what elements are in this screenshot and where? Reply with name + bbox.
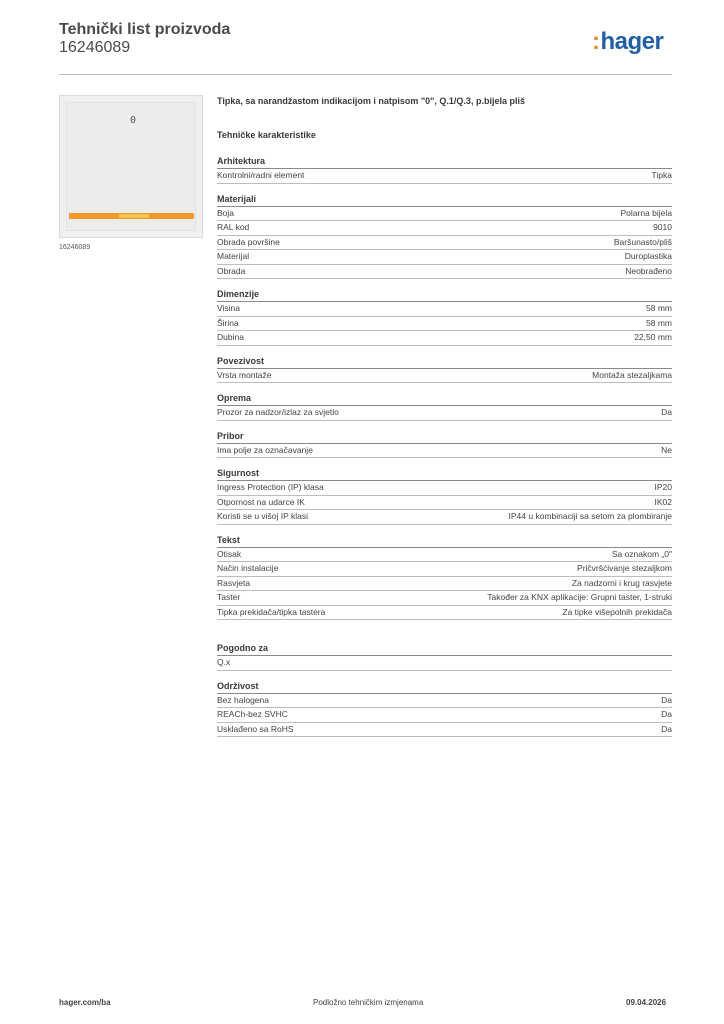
section-title: Arhitektura	[217, 155, 672, 169]
spec-label: Dubina	[217, 332, 244, 342]
spec-row	[217, 577, 672, 592]
spec-value: IP44 u kombinaciji sa setom za plombiranje	[508, 511, 672, 521]
spec-label: Vrsta montaže	[217, 369, 272, 380]
spec-row	[217, 708, 672, 723]
spec-row	[217, 221, 672, 236]
spec-value: Za tipke višepolnih prekidača	[562, 606, 672, 617]
spec-value: Da	[661, 407, 672, 417]
spec-value: Montaža stezaljkama	[592, 369, 672, 380]
spec-label: Visina	[217, 303, 240, 313]
spec-row	[217, 444, 672, 459]
spec-section	[217, 430, 672, 459]
section-title: Povezivost	[217, 355, 672, 369]
spec-row	[217, 207, 672, 222]
spec-row	[217, 510, 672, 525]
spec-section	[217, 680, 672, 738]
image-caption: 16246089	[59, 244, 91, 251]
section-title: Oprema	[217, 392, 672, 406]
spec-value: 58 mm	[646, 303, 672, 313]
spec-label: Q.x	[217, 657, 231, 667]
spec-sections	[217, 155, 672, 737]
spec-row	[217, 606, 672, 621]
spec-label: RAL kod	[217, 222, 250, 232]
footer-note: Podložno tehničkim izmjenama	[313, 998, 424, 1007]
spec-label: Način instalacije	[217, 563, 279, 573]
spec-label: Materijal	[217, 251, 250, 261]
section-title: Pribor	[217, 430, 672, 444]
spec-row	[217, 694, 672, 709]
characteristics-heading: Tehničke karakteristike	[217, 130, 316, 140]
spec-value: Da	[661, 723, 672, 734]
spec-row	[217, 591, 672, 606]
section-title: Materijali	[217, 193, 672, 207]
spec-label: Bez halogena	[217, 694, 269, 705]
spec-value: IP20	[654, 482, 672, 492]
spec-label: Kontrolni/radni element	[217, 170, 305, 180]
spec-label: Tipka prekidača/tipka tastera	[217, 606, 326, 617]
spec-section	[217, 288, 672, 346]
spec-value: Također za KNX aplikacije: Grupni taster, 1-struki	[487, 592, 672, 602]
spec-row	[217, 236, 672, 251]
spec-row	[217, 302, 672, 317]
spec-section	[217, 467, 672, 525]
spec-section	[217, 392, 672, 421]
page-title: Tehnički list proizvoda	[59, 21, 231, 38]
product-image	[59, 95, 203, 238]
spec-value: Duroplastika	[624, 251, 672, 261]
footer-date: 09.04.2026	[626, 998, 667, 1007]
spec-label: Obrada površine	[217, 236, 280, 247]
orange-indicator-strip	[69, 213, 194, 219]
spec-value: 58 mm	[646, 317, 672, 328]
product-code: 16246089	[59, 39, 131, 56]
section-title: Održivost	[217, 680, 672, 694]
logo-text: hager	[600, 28, 664, 55]
footer-website[interactable]: hager.com/ba	[59, 998, 111, 1007]
spec-value: IK02	[654, 496, 672, 507]
spec-row	[217, 331, 672, 346]
spec-row	[217, 496, 672, 511]
spec-row	[217, 562, 672, 577]
spec-section	[217, 355, 672, 384]
switch-marking: 0	[130, 115, 137, 126]
section-title: Pogodno za	[217, 642, 672, 656]
spec-row	[217, 406, 672, 421]
spec-section	[217, 155, 672, 184]
section-title: Tekst	[217, 534, 672, 548]
spec-section	[217, 193, 672, 280]
product-title: Tipka, sa narandžastom indikacijom i natpisom "0", Q.1/Q.3, p.bijela pliš	[217, 96, 525, 106]
spec-value: Da	[661, 694, 672, 705]
spec-row	[217, 656, 672, 671]
spec-label: Otpornost na udarce IK	[217, 496, 305, 507]
section-title: Dimenzije	[217, 288, 672, 302]
spec-label: Ingress Protection (IP) klasa	[217, 482, 324, 492]
spec-row	[217, 369, 672, 384]
spec-label: Koristi se u višoj IP klasi	[217, 511, 309, 521]
spec-value: Da	[661, 709, 672, 719]
logo-dot: :	[592, 28, 600, 55]
spec-row	[217, 548, 672, 563]
spec-label: Ima polje za označavanje	[217, 444, 313, 455]
spec-value: Polarna bijela	[620, 207, 672, 218]
spec-label: Otisak	[217, 548, 242, 559]
spec-label: Širina	[217, 317, 239, 328]
spec-value: Tipka	[651, 170, 672, 180]
switch-plate	[66, 102, 196, 231]
spec-value: Baršunasto/pliš	[613, 236, 672, 247]
spec-label: Rasvjeta	[217, 577, 251, 588]
spec-value: Sa oznakom „0"	[611, 548, 672, 559]
spec-label: Obrada	[217, 265, 246, 276]
spec-row	[217, 481, 672, 496]
spec-row	[217, 723, 672, 738]
spec-value: 22,50 mm	[634, 332, 672, 342]
spec-label: Usklađeno sa RoHS	[217, 723, 294, 734]
spec-section	[217, 642, 672, 671]
spec-row	[217, 169, 672, 184]
spec-label: Prozor za nadzor/izlaz za svjetlo	[217, 407, 339, 417]
section-title: Sigurnost	[217, 467, 672, 481]
hager-logo	[592, 28, 663, 56]
spec-value: 9010	[653, 222, 672, 232]
spec-row	[217, 265, 672, 280]
spec-label: REACh-bez SVHC	[217, 709, 288, 719]
header-divider	[59, 74, 672, 75]
spec-value: Neobrađeno	[625, 265, 672, 276]
spec-row	[217, 250, 672, 265]
spec-value: Pričvršćivanje stezaljkom	[577, 563, 672, 573]
spec-value: Za nadzorni i krug rasvjete	[571, 577, 672, 588]
spec-label: Taster	[217, 592, 241, 602]
spec-label: Boja	[217, 207, 235, 218]
spec-section	[217, 534, 672, 621]
spec-row	[217, 317, 672, 332]
spec-value: Ne	[661, 444, 672, 455]
